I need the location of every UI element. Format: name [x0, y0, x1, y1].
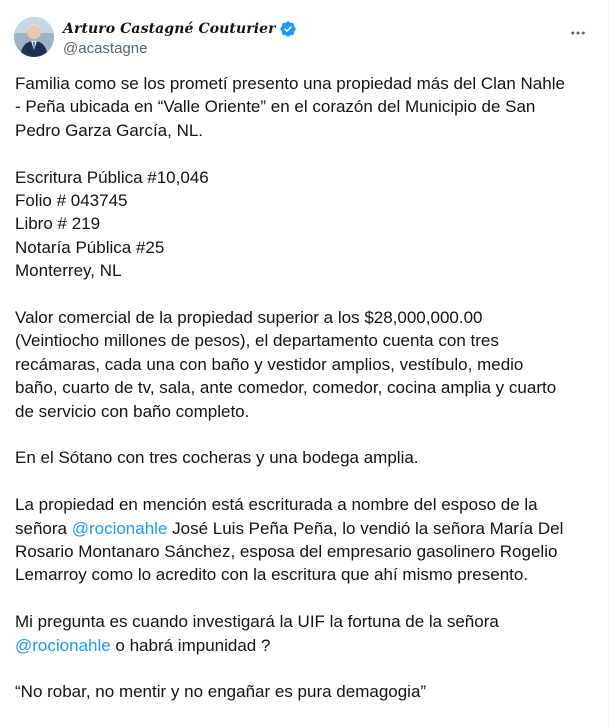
display-name-row [63, 19, 297, 39]
text-line: Mi pregunta es cuando investigará la UIF la fortuna de la señora [15, 612, 499, 632]
text-fragment: José Luis Peña Peña, lo vendió la señora María Del [167, 518, 564, 538]
text-line: baño, cuarto de tv, sala, ante comedor, comedor, cocina amplia y cuarto [15, 378, 557, 398]
tweet-paragraph [15, 306, 595, 423]
text-line: Libro # 219 [15, 214, 101, 234]
verified-badge-icon[interactable] [279, 20, 297, 38]
tweet-paragraph [15, 446, 595, 469]
more-horizontal-icon [569, 24, 587, 42]
text-line: Lemarroy como lo acredito con la escritura que ahí mismo presento. [15, 565, 529, 585]
tweet-paragraph [15, 166, 595, 283]
text-line: Monterrey, NL [15, 261, 122, 281]
text-line: Pedro Garza García, NL. [15, 120, 204, 140]
mention-link[interactable]: @rocionahle [71, 518, 168, 538]
author-handle[interactable]: @acastagne [63, 40, 148, 57]
tweet-header [14, 13, 594, 61]
more-options-button[interactable] [566, 21, 590, 45]
avatar[interactable] [14, 17, 54, 57]
mention-link[interactable]: @rocionahle [15, 635, 111, 655]
text-line: Folio # 043745 [15, 191, 128, 211]
tweet-paragraph [15, 680, 595, 703]
text-line: Escritura Pública #10,046 [15, 167, 209, 187]
text-line: Familia como se los prometí presento una propiedad más del Clan Nahle [15, 74, 565, 93]
tweet-text [15, 72, 595, 727]
text-line [15, 634, 595, 657]
tweet-paragraph [15, 610, 595, 657]
text-line: Rosario Montanaro Sánchez, esposa del empresario gasolinero Rogelio [15, 542, 558, 562]
text-line [15, 517, 595, 540]
text-line: - Peña ubicada en “Valle Oriente” en el corazón del Municipio de San [15, 97, 536, 117]
text-line: Notaría Pública #25 [15, 237, 165, 257]
tweet-paragraph [15, 493, 595, 587]
author-names [63, 19, 297, 57]
text-line: “No robar, no mentir y no engañar es pura demagogia” [15, 682, 427, 702]
author-display-name[interactable]: Arturo Castagné Couturier [63, 21, 276, 37]
text-line: de servicio con baño completo. [15, 401, 250, 421]
avatar-photo-icon [14, 17, 54, 57]
text-fragment: señora [15, 518, 72, 538]
text-line: (Veintiocho millones de pesos), el departamento cuenta con tres [15, 331, 499, 351]
text-line: La propiedad en mención está escriturada a nombre del esposo de la [15, 495, 538, 515]
text-fragment: o habrá impunidad ? [110, 635, 271, 655]
text-line: Valor comercial de la propiedad superior a los $28,000,000.00 [15, 308, 483, 328]
tweet-paragraph [15, 72, 595, 142]
text-line: recámaras, cada una con baño y vestidor amplios, vestíbulo, medio [15, 354, 524, 374]
text-line: En el Sótano con tres cocheras y una bodega amplia. [15, 448, 419, 468]
